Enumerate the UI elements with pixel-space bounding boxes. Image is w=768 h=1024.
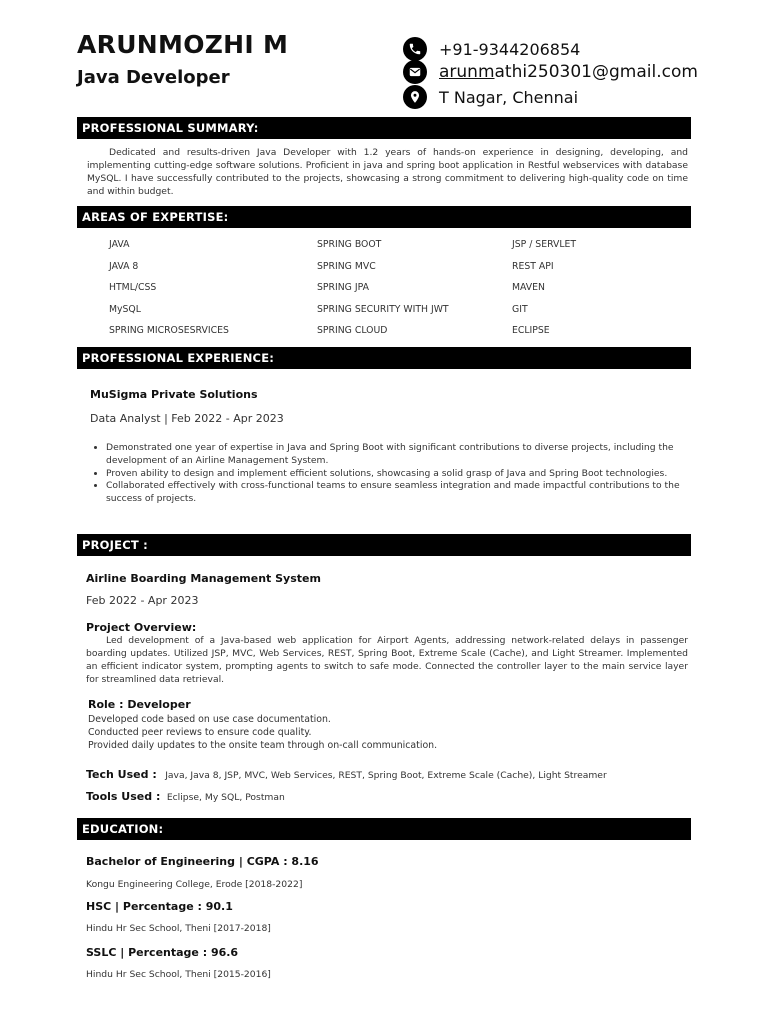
phone-number: +91-9344206854 [439, 39, 581, 59]
list-item: Developed code based on use case documentation. [88, 714, 331, 725]
education-school: Hindu Hr Sec School, Theni [2015-2016] [86, 969, 271, 980]
skill-item: SPRING BOOT [317, 239, 382, 250]
skill-item: SPRING CLOUD [317, 325, 388, 336]
phone-row [403, 37, 580, 61]
skill-item: JAVA 8 [109, 261, 139, 272]
tools-used-value: Eclipse, My SQL, Postman [166, 792, 285, 803]
skill-item: ECLIPSE [512, 325, 550, 336]
education-school: Hindu Hr Sec School, Theni [2017-2018] [86, 923, 271, 934]
education-degree: SSLC | Percentage : 96.6 [86, 946, 239, 959]
tech-used-label: Tech Used : [86, 768, 157, 781]
skill-item: MySQL [109, 304, 141, 315]
email-row [403, 60, 698, 84]
skill-item: SPRING SECURITY WITH JWT [317, 304, 449, 315]
skill-item: JSP / SERVLET [512, 239, 577, 250]
job-title: Java Developer [77, 67, 230, 88]
skill-item: REST API [512, 261, 554, 272]
education-degree: HSC | Percentage : 90.1 [86, 900, 233, 913]
project-overview-text: Led development of a Java-based web application for Airport Agents, addressing network-related delays in passenger boarding updates. Utilized JSP, MVC, Web Services, REST, Spring Boot, Extreme Scale (Cache), and Light Streamer. Implemented an efficient indicator system, prompting agents to switch to safe mode. Connected the controller layer to the main service layer for streamlined data retrieval. [86, 635, 688, 685]
skill-item: GIT [512, 304, 528, 315]
skill-item: HTML/CSS [109, 282, 157, 293]
education-school: Kongu Engineering College, Erode [2018-2022] [86, 879, 303, 890]
project-dates: Feb 2022 - Apr 2023 [86, 594, 199, 607]
skill-item: SPRING MICROSESRVICES [109, 325, 229, 336]
summary-heading: PROFESSIONAL SUMMARY: [77, 117, 691, 139]
list-item: • Proven ability to design and implement efficient solutions, showcasing a solid grasp of Java and Spring Boot technologies. [106, 468, 706, 481]
project-overview-label: Project Overview: [86, 621, 197, 634]
list-item: Conducted peer reviews to ensure code quality. [88, 727, 312, 738]
tools-used-row [86, 787, 285, 805]
company-name: MuSigma Private Solutions [90, 388, 258, 401]
candidate-name: ARUNMOZHI M [77, 30, 289, 59]
experience-heading: PROFESSIONAL EXPERIENCE: [77, 347, 691, 369]
project-name: Airline Boarding Management System [86, 572, 321, 585]
location-row [403, 85, 578, 109]
mail-icon [403, 60, 427, 84]
education-heading: EDUCATION: [77, 818, 691, 840]
phone-icon [403, 37, 427, 61]
skill-item: MAVEN [512, 282, 545, 293]
location-pin-icon [403, 85, 427, 109]
email-underlined-part: arunm [439, 62, 495, 82]
location-text: T Nagar, Chennai [439, 87, 579, 107]
summary-text: Dedicated and results-driven Java Developer with 1.2 years of hands-on experience in designing, developing, and implementing cutting-edge software solutions. Proficient in java and spring boot application in Restful webservices with database MySQL. I have successfully contributed to the projects, showcasing a strong commitment to delivering high-quality code on time and within budget. [87, 147, 688, 197]
project-role-lines [88, 713, 437, 752]
experience-bullets [90, 442, 706, 506]
tech-used-row [86, 765, 607, 783]
project-heading: PROJECT : [77, 534, 691, 556]
tech-used-value: Java, Java 8, JSP, MVC, Web Services, REST, Spring Boot, Extreme Scale (Cache), Light Streamer [165, 770, 607, 781]
expertise-heading: AREAS OF EXPERTISE: [77, 206, 691, 228]
list-item: • Collaborated effectively with cross-functional teams to ensure seamless integration and made impactful contributions to the success of projects. [106, 480, 706, 506]
skill-item: JAVA [109, 239, 130, 250]
email-rest: athi250301@gmail.com [494, 62, 698, 82]
education-degree: Bachelor of Engineering | CGPA : 8.16 [86, 855, 319, 868]
tools-used-label: Tools Used : [86, 790, 161, 803]
experience-role-dates: Data Analyst | Feb 2022 - Apr 2023 [90, 412, 284, 425]
skill-item: SPRING JPA [317, 282, 369, 293]
skill-item: SPRING MVC [317, 261, 376, 272]
project-role-label: Role : Developer [88, 698, 191, 711]
list-item: • Demonstrated one year of expertise in Java and Spring Boot with significant contributions to diverse projects, including the development of an Airline Management System. [106, 442, 706, 468]
list-item: Provided daily updates to the onsite team through on-call communication. [88, 740, 438, 751]
email-link[interactable] [439, 62, 698, 82]
